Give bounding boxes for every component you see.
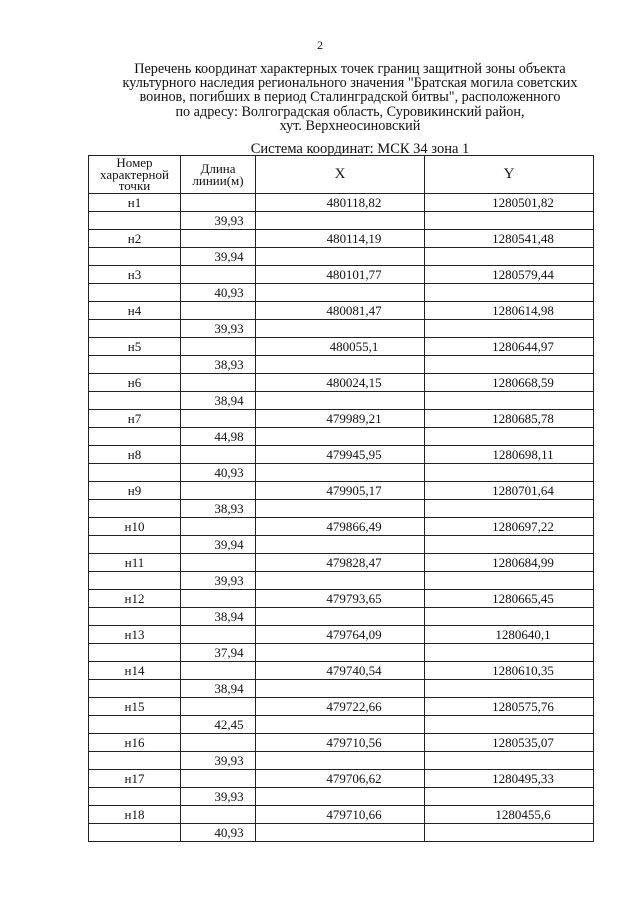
line-length-cell: 37,94	[181, 644, 256, 662]
empty-x-cell	[256, 356, 425, 374]
empty-length-cell	[181, 662, 256, 680]
table-row-length	[89, 464, 594, 482]
table-row-length	[89, 572, 594, 590]
point-number-cell: н17	[89, 770, 181, 788]
y-coordinate-cell: 1280575,76	[425, 698, 594, 716]
point-number-cell: н4	[89, 302, 181, 320]
table-row-point	[89, 482, 594, 500]
table-body	[89, 194, 594, 842]
line-length-cell: 39,93	[181, 320, 256, 338]
empty-x-cell	[256, 392, 425, 410]
y-coordinate-cell: 1280455,6	[425, 806, 594, 824]
empty-point-cell	[89, 356, 181, 374]
table-row-length	[89, 356, 594, 374]
heading-line: по адресу: Волгоградская область, Суровикинский район,	[175, 103, 525, 120]
page-number: 2	[317, 38, 323, 52]
point-number-cell: н13	[89, 626, 181, 644]
empty-y-cell	[425, 356, 594, 374]
empty-length-cell	[181, 734, 256, 752]
table-header-row	[89, 156, 594, 194]
table-row-point	[89, 302, 594, 320]
point-number-cell: н9	[89, 482, 181, 500]
empty-point-cell	[89, 248, 181, 266]
table-row-point	[89, 554, 594, 572]
table-row-length	[89, 788, 594, 806]
y-coordinate-cell: 1280701,64	[425, 482, 594, 500]
y-coordinate-cell: 1280684,99	[425, 554, 594, 572]
point-number-cell: н8	[89, 446, 181, 464]
heading-line: Перечень координат характерных точек границ защитной зоны объекта	[134, 61, 566, 77]
line-length-cell: 44,98	[181, 428, 256, 446]
header-point-line: характерной	[100, 166, 169, 182]
table-row-length	[89, 248, 594, 266]
heading-line: хут. Верхнеосиновский	[279, 117, 421, 134]
line-length-cell: 40,93	[181, 284, 256, 302]
x-coordinate-cell: 479828,47	[256, 554, 425, 572]
line-length-cell: 38,94	[181, 392, 256, 410]
line-length-cell: 39,93	[181, 572, 256, 590]
x-coordinate-cell: 479710,66	[256, 806, 425, 824]
empty-y-cell	[425, 500, 594, 518]
x-coordinate-cell: 480118,82	[256, 194, 425, 212]
line-length-cell: 39,94	[181, 536, 256, 554]
empty-point-cell	[89, 284, 181, 302]
x-coordinate-cell: 479706,62	[256, 770, 425, 788]
empty-point-cell	[89, 572, 181, 590]
point-number-cell: н3	[89, 266, 181, 284]
x-coordinate-cell: 480101,77	[256, 266, 425, 284]
table-row-point	[89, 734, 594, 752]
point-number-cell: н10	[89, 518, 181, 536]
table-row-length	[89, 500, 594, 518]
table-row-point	[89, 698, 594, 716]
table-row-point	[89, 266, 594, 284]
table-row-point	[89, 230, 594, 248]
line-length-cell: 38,94	[181, 680, 256, 698]
y-coordinate-cell: 1280535,07	[425, 734, 594, 752]
y-coordinate-cell: 1280610,35	[425, 662, 594, 680]
empty-y-cell	[425, 680, 594, 698]
document-heading	[100, 62, 600, 133]
empty-point-cell	[89, 680, 181, 698]
table-row-point	[89, 770, 594, 788]
point-number-cell: н6	[89, 374, 181, 392]
y-coordinate-cell: 1280665,45	[425, 590, 594, 608]
table-row-point	[89, 194, 594, 212]
empty-length-cell	[181, 482, 256, 500]
line-length-cell: 40,93	[181, 824, 256, 842]
x-coordinate-cell: 479764,09	[256, 626, 425, 644]
header-line-length	[181, 156, 256, 194]
empty-length-cell	[181, 302, 256, 320]
coordinate-system-label: Система координат: МСК 34 зона 1	[250, 141, 470, 157]
empty-length-cell	[181, 266, 256, 284]
x-coordinate-cell: 479722,66	[256, 698, 425, 716]
table-row-point	[89, 410, 594, 428]
empty-x-cell	[256, 248, 425, 266]
empty-y-cell	[425, 464, 594, 482]
header-point-line: Номер	[116, 155, 153, 171]
empty-x-cell	[256, 824, 425, 842]
x-coordinate-cell: 480081,47	[256, 302, 425, 320]
empty-y-cell	[425, 284, 594, 302]
line-length-cell: 39,93	[181, 752, 256, 770]
empty-x-cell	[256, 536, 425, 554]
empty-length-cell	[181, 626, 256, 644]
empty-length-cell	[181, 194, 256, 212]
table-row-point	[89, 518, 594, 536]
empty-point-cell	[89, 788, 181, 806]
empty-y-cell	[425, 608, 594, 626]
header-y: Y	[425, 156, 594, 194]
y-coordinate-cell: 1280697,22	[425, 518, 594, 536]
point-number-cell: н15	[89, 698, 181, 716]
point-number-cell: н7	[89, 410, 181, 428]
x-coordinate-cell: 480055,1	[256, 338, 425, 356]
empty-y-cell	[425, 644, 594, 662]
point-number-cell: н11	[89, 554, 181, 572]
empty-point-cell	[89, 392, 181, 410]
empty-x-cell	[256, 716, 425, 734]
header-length-line: Длина	[200, 161, 236, 176]
empty-x-cell	[256, 608, 425, 626]
x-coordinate-cell: 479793,65	[256, 590, 425, 608]
point-number-cell: н18	[89, 806, 181, 824]
line-length-cell: 40,93	[181, 464, 256, 482]
empty-x-cell	[256, 572, 425, 590]
empty-point-cell	[89, 464, 181, 482]
table-row-point	[89, 590, 594, 608]
empty-y-cell	[425, 320, 594, 338]
x-coordinate-cell: 480024,15	[256, 374, 425, 392]
empty-x-cell	[256, 644, 425, 662]
empty-y-cell	[425, 212, 594, 230]
heading-line: культурного наследия регионального значения "Братская могила советских	[122, 75, 578, 92]
empty-y-cell	[425, 536, 594, 554]
empty-x-cell	[256, 464, 425, 482]
line-length-cell: 39,93	[181, 212, 256, 230]
empty-x-cell	[256, 500, 425, 518]
y-coordinate-cell: 1280614,98	[425, 302, 594, 320]
x-coordinate-cell: 479740,54	[256, 662, 425, 680]
table-row-length	[89, 536, 594, 554]
empty-length-cell	[181, 446, 256, 464]
empty-y-cell	[425, 572, 594, 590]
empty-x-cell	[256, 788, 425, 806]
empty-x-cell	[256, 428, 425, 446]
empty-length-cell	[181, 806, 256, 824]
empty-point-cell	[89, 320, 181, 338]
point-number-cell: н12	[89, 590, 181, 608]
header-point-line: точки	[118, 178, 151, 194]
header-length-line: линии(м)	[192, 172, 244, 188]
heading-line: воинов, погибших в период Сталинградской битвы", расположенного	[139, 89, 561, 106]
table-row-length	[89, 824, 594, 842]
y-coordinate-cell: 1280698,11	[425, 446, 594, 464]
table-row-point	[89, 626, 594, 644]
empty-point-cell	[89, 752, 181, 770]
empty-y-cell	[425, 788, 594, 806]
line-length-cell: 38,93	[181, 500, 256, 518]
empty-length-cell	[181, 770, 256, 788]
empty-length-cell	[181, 590, 256, 608]
x-coordinate-cell: 479989,21	[256, 410, 425, 428]
table-row-length	[89, 284, 594, 302]
table-row-length	[89, 608, 594, 626]
line-length-cell: 42,45	[181, 716, 256, 734]
empty-x-cell	[256, 212, 425, 230]
empty-x-cell	[256, 752, 425, 770]
x-coordinate-cell: 480114,19	[256, 230, 425, 248]
empty-point-cell	[89, 212, 181, 230]
table-row-length	[89, 392, 594, 410]
empty-point-cell	[89, 500, 181, 518]
table-row-point	[89, 446, 594, 464]
empty-length-cell	[181, 410, 256, 428]
empty-y-cell	[425, 392, 594, 410]
x-coordinate-cell: 479866,49	[256, 518, 425, 536]
point-number-cell: н14	[89, 662, 181, 680]
line-length-cell: 39,93	[181, 788, 256, 806]
header-point-number	[89, 156, 181, 194]
x-coordinate-cell: 479905,17	[256, 482, 425, 500]
table-row-length	[89, 752, 594, 770]
line-length-cell: 39,94	[181, 248, 256, 266]
empty-point-cell	[89, 428, 181, 446]
empty-x-cell	[256, 680, 425, 698]
empty-y-cell	[425, 428, 594, 446]
empty-y-cell	[425, 716, 594, 734]
line-length-cell: 38,93	[181, 356, 256, 374]
point-number-cell: н5	[89, 338, 181, 356]
line-length-cell: 38,94	[181, 608, 256, 626]
point-number-cell: н1	[89, 194, 181, 212]
y-coordinate-cell: 1280668,59	[425, 374, 594, 392]
x-coordinate-cell: 479710,56	[256, 734, 425, 752]
y-coordinate-cell: 1280685,78	[425, 410, 594, 428]
table-row-point	[89, 338, 594, 356]
table-row-length	[89, 644, 594, 662]
empty-length-cell	[181, 698, 256, 716]
table-row-length	[89, 428, 594, 446]
table-row-length	[89, 716, 594, 734]
empty-x-cell	[256, 284, 425, 302]
empty-x-cell	[256, 320, 425, 338]
empty-point-cell	[89, 536, 181, 554]
empty-point-cell	[89, 644, 181, 662]
empty-point-cell	[89, 716, 181, 734]
x-coordinate-cell: 479945,95	[256, 446, 425, 464]
empty-point-cell	[89, 824, 181, 842]
y-coordinate-cell: 1280501,82	[425, 194, 594, 212]
y-coordinate-cell: 1280541,48	[425, 230, 594, 248]
empty-y-cell	[425, 752, 594, 770]
empty-length-cell	[181, 554, 256, 572]
y-coordinate-cell: 1280495,33	[425, 770, 594, 788]
table-row-length	[89, 212, 594, 230]
coordinates-table	[88, 155, 594, 842]
table-row-point	[89, 806, 594, 824]
point-number-cell: н16	[89, 734, 181, 752]
empty-length-cell	[181, 230, 256, 248]
empty-length-cell	[181, 518, 256, 536]
empty-y-cell	[425, 824, 594, 842]
empty-y-cell	[425, 248, 594, 266]
table-row-point	[89, 662, 594, 680]
table-row-length	[89, 680, 594, 698]
table-row-length	[89, 320, 594, 338]
y-coordinate-cell: 1280640,1	[425, 626, 594, 644]
empty-length-cell	[181, 374, 256, 392]
empty-length-cell	[181, 338, 256, 356]
point-number-cell: н2	[89, 230, 181, 248]
y-coordinate-cell: 1280644,97	[425, 338, 594, 356]
table-row-point	[89, 374, 594, 392]
y-coordinate-cell: 1280579,44	[425, 266, 594, 284]
header-x: X	[256, 156, 425, 194]
empty-point-cell	[89, 608, 181, 626]
